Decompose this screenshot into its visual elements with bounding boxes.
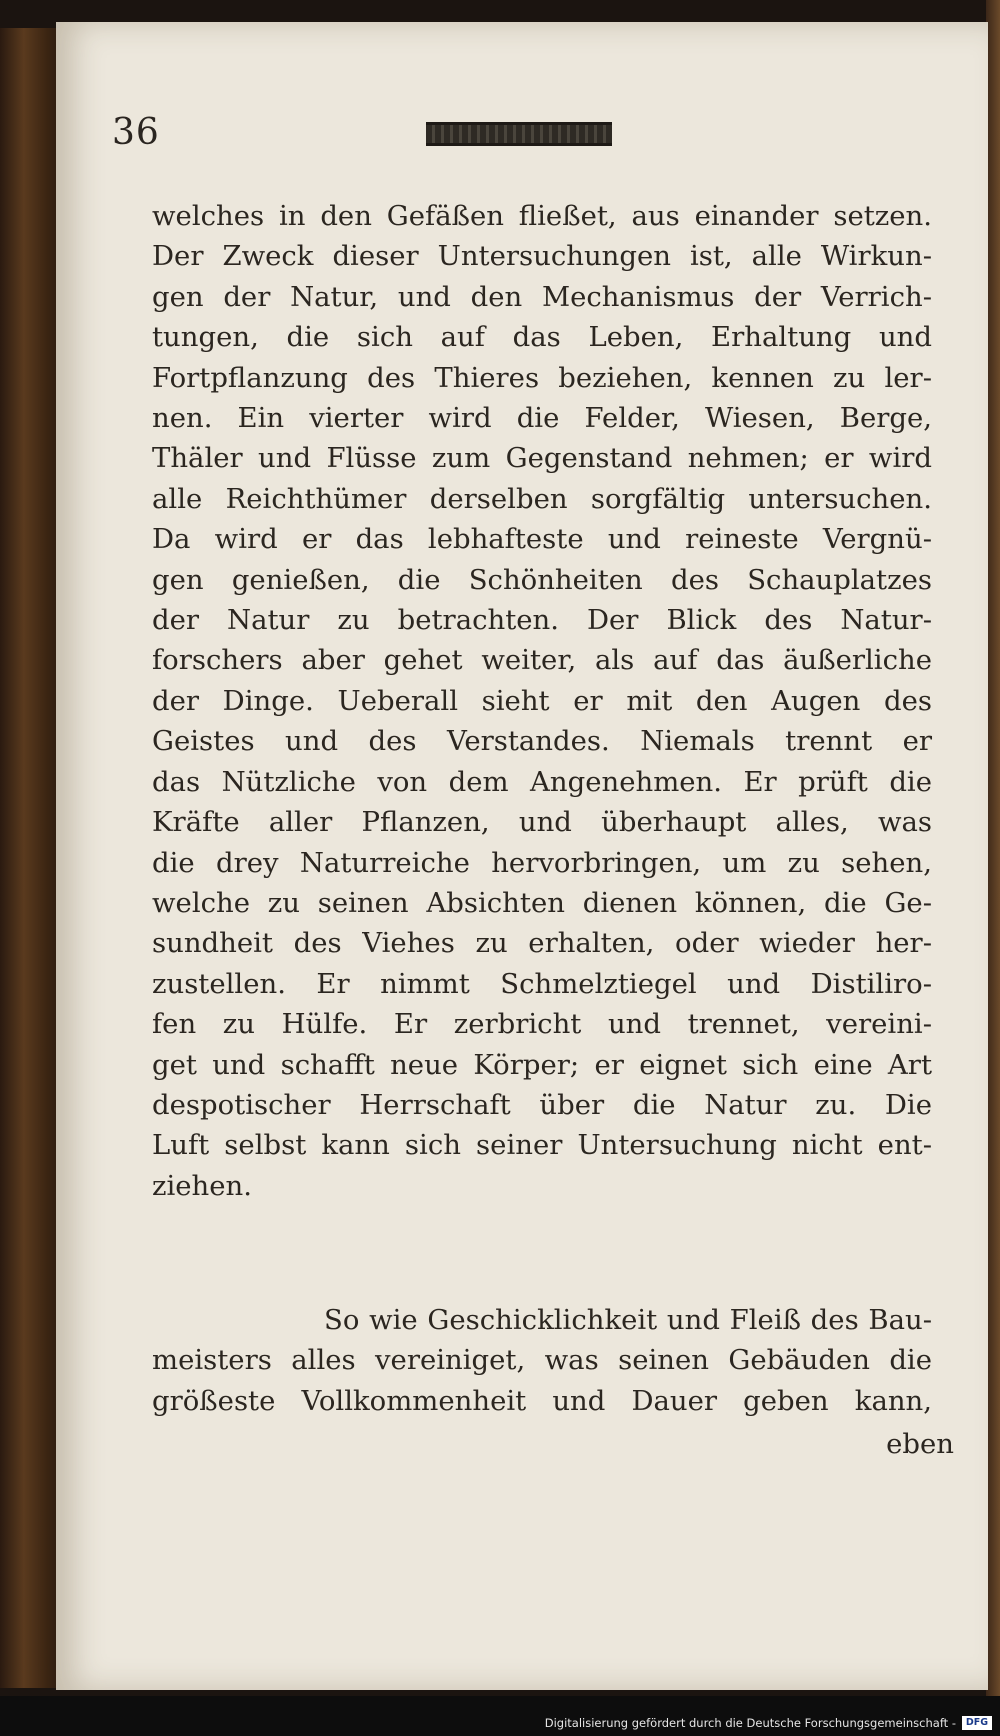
text-line: gen der Natur, und den Mechanismus der Verrich- [152,280,932,313]
text-line: Da wird er das lebhafteste und reineste Vergnü- [152,523,932,556]
header-ornament [426,122,612,146]
catchword: eben [886,1428,954,1460]
text-line: die drey Naturreiche hervorbringen, um zu sehen, [152,846,932,879]
text-line: Thäler und Flüsse zum Gegenstand nehmen; er wird [152,442,932,475]
text-line: Fortpflanzung des Thieres beziehen, kennen zu ler- [152,361,932,394]
text-line: ziehen. [152,1169,252,1202]
text-line: meisters alles vereiniget, was seinen Gebäuden die [152,1344,932,1377]
text-line: der Natur zu betrachten. Der Blick des Natur- [152,604,932,637]
page-edge [986,0,1000,1720]
text-line: zustellen. Er nimmt Schmelztiegel und Distiliro- [152,967,932,1000]
page-number: 36 [112,112,160,153]
text-line: welches in den Gefäßen fließet, aus einander setzen. [152,200,932,232]
text-line: der Dinge. Ueberall sieht er mit den Augen des [152,684,932,717]
text-line: alle Reichthümer derselben sorgfältig untersuchen. [152,482,932,515]
text-line: größeste Vollkommenheit und Dauer geben kann, [152,1384,932,1417]
text-line: Kräfte aller Pflanzen, und überhaupt alles, was [152,806,932,839]
footer-credit-text: Digitalisierung gefördert durch die Deutsche Forschungsgemeinschaft - [544,1716,956,1730]
digitization-footer [0,1696,1000,1736]
text-line: welche zu seinen Absichten dienen können, die Ge- [152,886,932,919]
text-line: Luft selbst kann sich seiner Untersuchung nicht ent- [152,1129,932,1162]
dfg-logo: DFG [962,1716,992,1730]
text-line: das Nützliche von dem Angenehmen. Er prüft die [152,765,932,798]
text-line: Der Zweck dieser Untersuchungen ist, alle Wirkun- [152,240,932,273]
text-line: sundheit des Viehes zu erhalten, oder wieder her- [152,927,932,960]
paragraph-1 [152,196,932,1206]
text-line: So wie Geschicklichkeit und Fleiß des Bau- [324,1304,932,1336]
text-line: gen genießen, die Schönheiten des Schauplatzes [152,563,932,596]
text-line: forschers aber gehet weiter, als auf das äußerliche [152,644,932,677]
text-line: get und schafft neue Körper; er eignet sich eine Art [152,1048,932,1081]
text-line: tungen, die sich auf das Leben, Erhaltung und [152,321,932,354]
text-line: nen. Ein vierter wird die Felder, Wiesen, Berge, [152,402,932,435]
text-line: despotischer Herrschaft über die Natur zu. Die [152,1088,932,1121]
text-line: Geistes und des Verstandes. Niemals trennt er [152,725,932,758]
text-line: fen zu Hülfe. Er zerbricht und trennet, vereini- [152,1008,932,1041]
paragraph-2 [152,1300,932,1421]
